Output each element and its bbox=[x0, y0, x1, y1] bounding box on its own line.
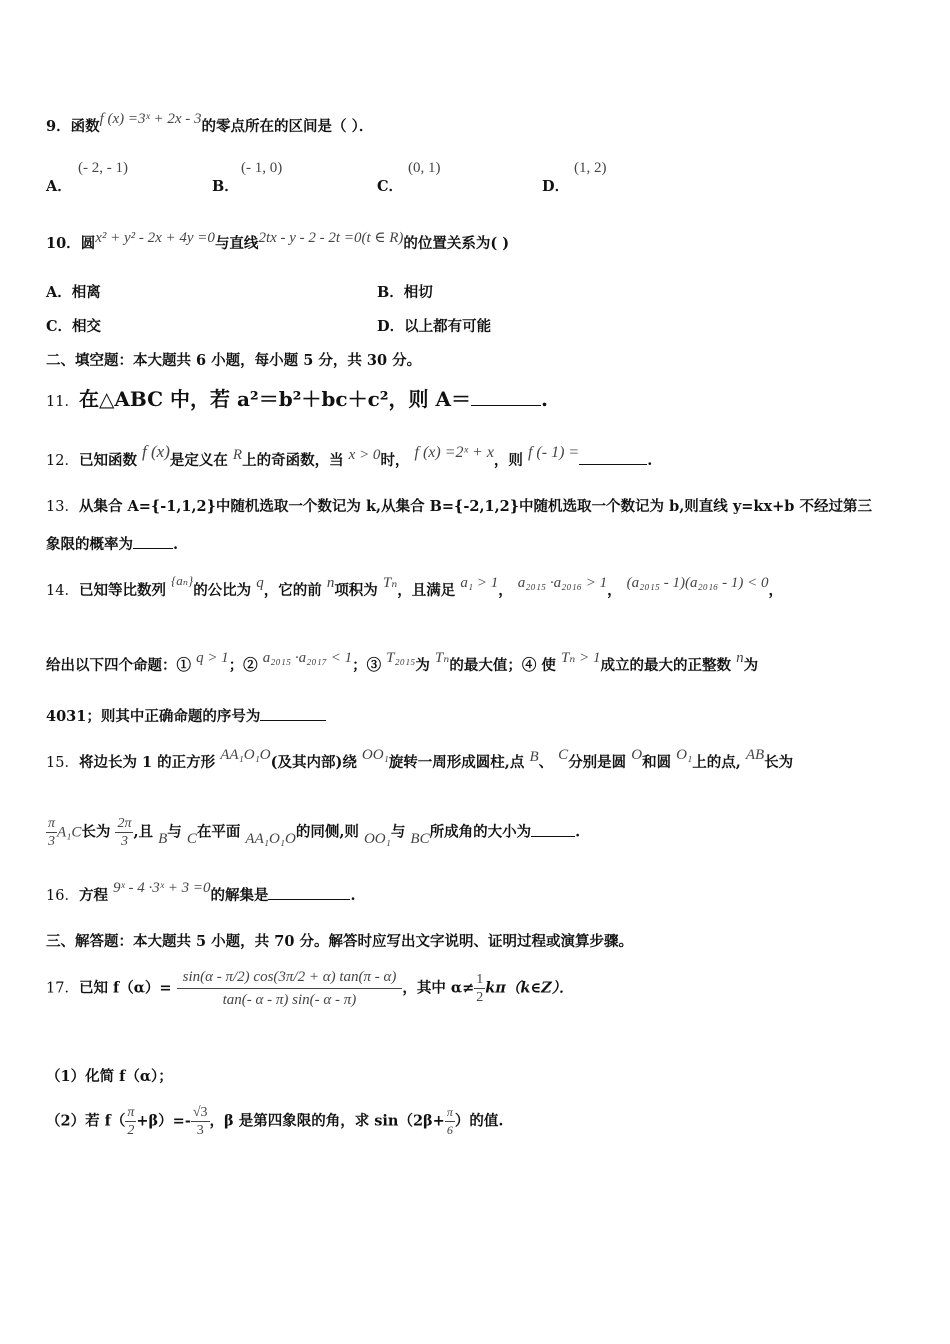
q14-line-1: 14．已知等比数列 {aₙ}的公比为 q，它的前 n项积为 Tₙ，且满足 a₁ > 1， a₂₀₁₅ ·a₂₀₁₆ > 1， (a₂₀₁₅ - 1)(a₂₀₁₆ - 1) < 0， bbox=[46, 573, 783, 599]
q17-part-2: （2）若 f（ $\frac{\pi}{2}$ +β）=- $\frac{√3}{3}$ ，β 是第四象限的角，求 sin（2β+ $\frac{\pi}{6}$ ）的值. bbox=[46, 1105, 504, 1138]
q9-option-b: B． bbox=[212, 178, 239, 195]
q9-formula: f (x) =3ˣ + 2x - 3 bbox=[99, 111, 202, 127]
q15-line-1: 15．将边长为 1 的正方形 AA₁O₁O(及其内部)绕 OO₁旋转一周形成圆柱,点 B、 C分别是圆 O和圆 O₁上的点, AB长为 bbox=[46, 747, 794, 771]
q9-option-d-value: (1, 2) bbox=[574, 160, 607, 176]
q10-line-formula: 2tx - y - 2 - 2t =0(t ∈ R) bbox=[258, 230, 404, 246]
q9-option-c-value: (0, 1) bbox=[408, 160, 441, 176]
q11-stem: 11．在△ABC 中，若 a²＝b²＋bc＋c²，则 A＝ . bbox=[46, 387, 548, 411]
q17-stem: 17．已知 f（α）= $\frac{\sin(\alpha - \pi/2) \cos(3\pi/2 + \alpha) \tan(\pi - \alpha)}{\tan(- \alpha - \pi) \sin(- \alpha - \pi)}$ ，其中 α≠ $\frac{1}{2}$ kπ（k∈Z）． bbox=[46, 966, 574, 1011]
section-2-heading: 二、填空题：本大题共 6 小题，每小题 5 分，共 30 分。 bbox=[46, 352, 422, 369]
q10-stem: 10．圆x² + y² - 2x + 4y =0与直线2tx - y - 2 - 2t =0(t ∈ R)的位置关系为( ) bbox=[46, 230, 510, 252]
q17-part-1: （1）化简 f（α）； bbox=[46, 1068, 173, 1085]
q13-line-2: 象限的概率为 . bbox=[46, 536, 179, 553]
q9-option-b-value: (- 1, 0) bbox=[241, 160, 283, 176]
q9-option-c: C． bbox=[377, 178, 404, 195]
q10-option-d: D．以上都有可能 bbox=[377, 318, 492, 335]
q9-stem: 9．函数f (x) =3ˣ + 2x - 3的零点所在的区间是（ ）． bbox=[46, 111, 374, 135]
q14-line-2: 给出以下四个命题：① q > 1；② a₂₀₁₅ ·a₂₀₁₇ < 1；③ T₂₀₁₅为 Tₙ的最大值；④ 使 Tₙ > 1成立的最大的正整数 n为 bbox=[46, 650, 759, 674]
q15-line-2: $\frac{\pi}{3}$ A₁C长为 $\frac{2\pi}{3}$ ,且 B与 C在平面 AA₁O₁O的同侧,则 OO₁与 BC所成角的大小为 . bbox=[48, 816, 581, 849]
q10-circle-formula: x² + y² - 2x + 4y =0 bbox=[95, 230, 215, 246]
q14-line-3: 4031；则其中正确命题的序号为 bbox=[46, 705, 326, 726]
section-3-heading: 三、解答题：本大题共 5 小题，共 70 分。解答时应写出文字说明、证明过程或演算步骤。 bbox=[46, 933, 633, 950]
q10-option-a: A．相离 bbox=[46, 284, 101, 301]
q9-option-d: D． bbox=[542, 178, 570, 195]
q13-line-1: 13．从集合 A={-1,1,2}中随机选取一个数记为 k,从集合 B={-2,1,2}中随机选取一个数记为 b,则直线 y=kx+b 不经过第三 bbox=[46, 498, 872, 515]
q10-option-c: C．相交 bbox=[46, 318, 102, 335]
q12-stem: 12．已知函数 f (x)是定义在 R上的奇函数，当 x > 0时， f (x) =2ˣ + x，则 f (- 1) = . bbox=[46, 442, 653, 469]
q9-option-a: A． bbox=[46, 178, 72, 195]
q9-option-a-value: (- 2, - 1) bbox=[78, 160, 128, 176]
q16-stem: 16．方程 9ˣ - 4 ·3ˣ + 3 =0的解集是 . bbox=[46, 880, 356, 904]
q10-option-b: B．相切 bbox=[377, 284, 433, 301]
